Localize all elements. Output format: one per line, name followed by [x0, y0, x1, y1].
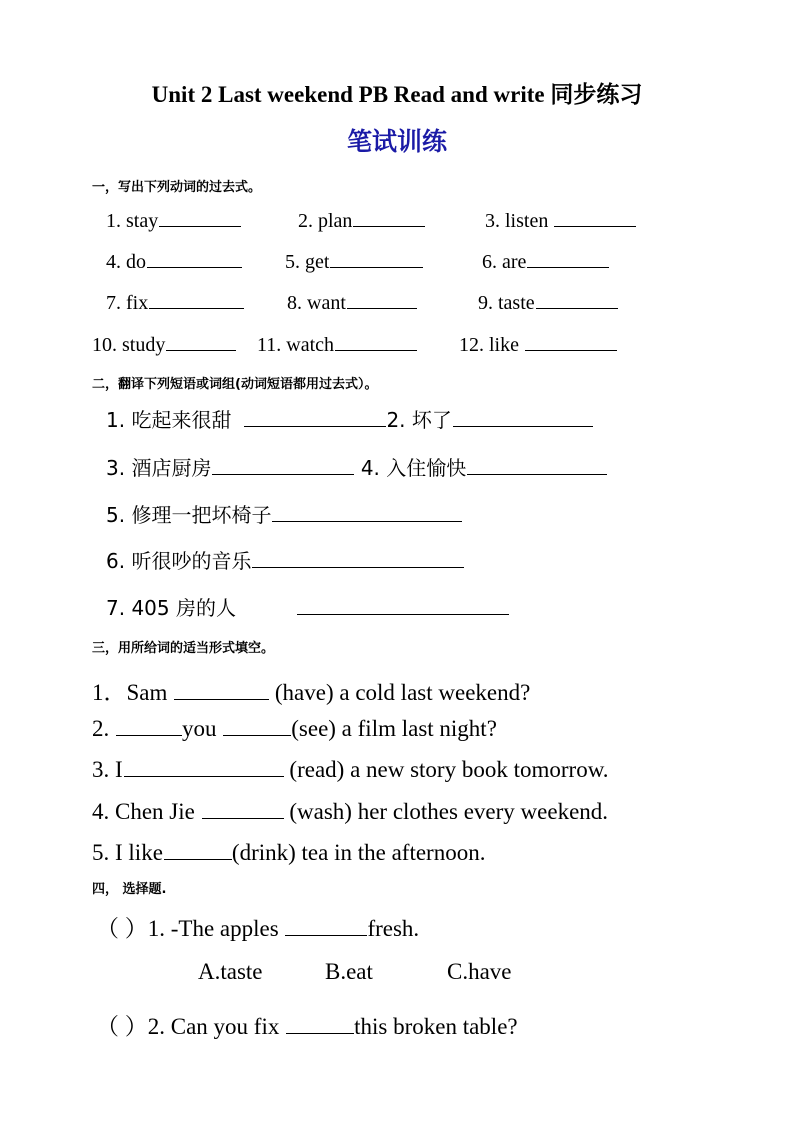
page-title: Unit 2 Last weekend PB Read and write 同步练习 [151, 82, 643, 107]
question-1: （ ）1. -The apples fresh. [96, 916, 420, 941]
exercise-item: 2. plan [298, 208, 425, 233]
exercise-item: 3. I (read) a new story book tomorrow. [92, 757, 609, 782]
exercise-item: 10. study [92, 332, 236, 357]
exercise-item: 8. want [287, 290, 417, 315]
exercise-item: 1．Sam (have) a cold last weekend? [92, 680, 531, 705]
exercise-item: 6. 听很吵的音乐 [106, 545, 464, 574]
section1-heading: 一，写出下列动词的过去式。 [92, 180, 262, 195]
exercise-item: 3. listen [485, 208, 636, 233]
exercise-item: 3. 酒店厨房 4. 入住愉快 [106, 452, 607, 481]
option-a: A.taste [198, 959, 263, 984]
exercise-item: 5. I like (drink) tea in the afternoon. [92, 840, 486, 865]
exercise-item: 1. 吃起来很甜 2. 坏了 [106, 404, 593, 433]
exercise-item: 4. Chen Jie (wash) her clothes every weekend. [92, 799, 609, 824]
exercise-item: 9. taste [478, 290, 618, 315]
exercise-item: 2. you (see) a film last night? [92, 716, 497, 741]
section4-heading: 四， 选择题. [92, 882, 167, 897]
section3-heading: 三，用所给词的适当形式填空。 [92, 641, 275, 656]
section2-heading: 二，翻译下列短语或词组(动词短语都用过去式）。 [92, 377, 378, 392]
exercise-item: 12. like [459, 332, 617, 357]
exercise-item: 5. 修理一把坏椅子 [106, 499, 462, 528]
exercise-item: 11. watch [257, 332, 417, 357]
exercise-item: 6. are [482, 249, 609, 274]
exercise-item: 4. do [106, 249, 242, 274]
question-2: （ ）2. Can you fix this broken table? [96, 1014, 518, 1039]
exercise-item: 5. get [285, 249, 423, 274]
exercise-item: 7. fix [106, 290, 244, 315]
page-subtitle: 笔试训练 [346, 127, 447, 156]
exercise-item: 7. 405 房的人 [106, 592, 509, 621]
exercise-item: 1. stay [106, 208, 241, 233]
option-b: B.eat [325, 959, 373, 984]
option-c: C.have [447, 959, 512, 984]
